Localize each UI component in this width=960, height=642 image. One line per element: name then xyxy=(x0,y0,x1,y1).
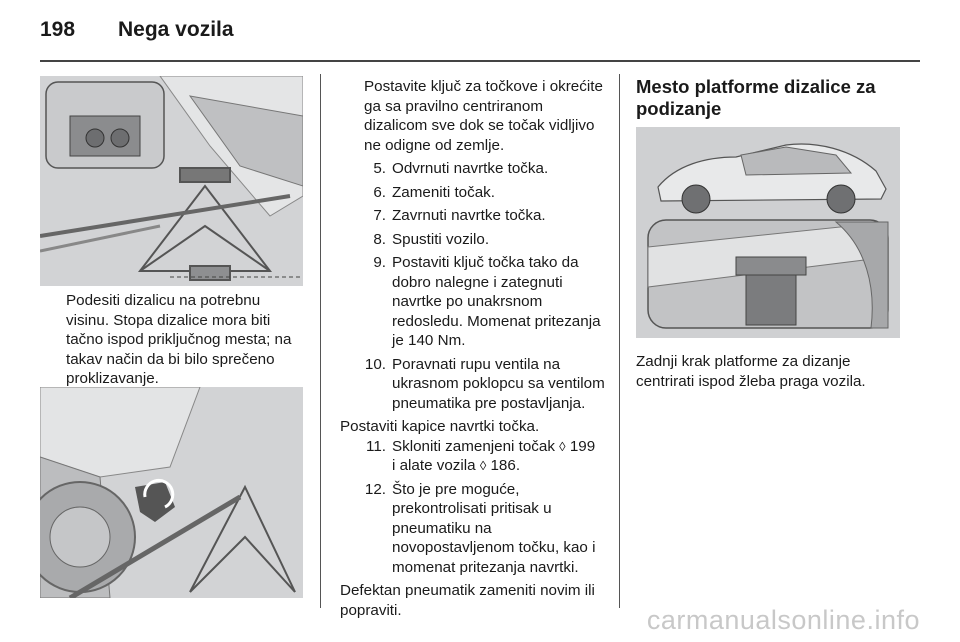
steps-list xyxy=(340,159,608,413)
right-caption: Zadnji krak platforme za dizanje centrirati ispod žleba praga vozila. xyxy=(636,353,866,390)
list-item: 10. Poravnati rupu ventila na ukrasnom poklopcu sa ventilom pneumatika pre postavljanja. xyxy=(364,355,605,412)
middle-column-text xyxy=(340,77,608,620)
list-item: 7. Zavrnuti navrtke točka. xyxy=(373,207,546,224)
column-divider-left xyxy=(320,74,321,608)
list-item: 9. Postaviti ključ točka tako da dobro nalegne i zategnuti navrtke po unakrsnom redosledu. Momenat pritezanja je 140 Nm. xyxy=(373,254,601,349)
list-item: 11. Skloniti zamenjeni točak ◊ 199 i alate vozila ◊ 186. xyxy=(366,437,596,474)
page-number: 198 xyxy=(40,18,76,41)
column-divider-right xyxy=(619,74,620,608)
intro-paragraph: Postavite ključ za točkove i okrećite ga sa pravilno centriranom dizalicom sve dok se točak vidljivo ne odigne od zemlje. xyxy=(364,78,603,154)
page-title: Nega vozila xyxy=(118,18,234,41)
jack-crank-illustration xyxy=(40,387,303,598)
section-title: Mesto platforme dizalice za podizanje xyxy=(636,76,876,119)
xref-arrow-icon: ◊ xyxy=(559,438,566,454)
list-item: 5. Odvrnuti navrtke točka. xyxy=(373,160,549,177)
xref-link[interactable]: 199 xyxy=(569,437,596,455)
list-item: 8. Spustiti vozilo. xyxy=(373,230,490,248)
jack-position-illustration xyxy=(40,76,303,286)
xref-link[interactable]: 186. xyxy=(490,457,521,474)
lift-platform-illustration xyxy=(636,127,900,338)
list-item: 6. Zameniti točak. xyxy=(373,183,495,201)
closing-paragraph: Defektan pneumatik zameniti novim ili popraviti. xyxy=(340,582,595,619)
xref-arrow-icon: ◊ xyxy=(479,458,487,473)
header-rule xyxy=(40,60,920,62)
step10-sub: Postaviti kapice navrtki točka. xyxy=(340,418,540,435)
watermark: carmanualsonline.info xyxy=(646,605,920,635)
list-item: 12. Što je pre moguće, prekontrolisati pritisak u pneumatiku na novopostavljenom točku, kao i momenat pritezanja navrtki. xyxy=(364,480,596,576)
left-caption: Podesiti dizalicu na potrebnu visinu. Stopa dizalice mora biti tačno ispod priključnog mesta; na takav način da bi bilo sprečeno proklizavanje. xyxy=(66,292,292,387)
